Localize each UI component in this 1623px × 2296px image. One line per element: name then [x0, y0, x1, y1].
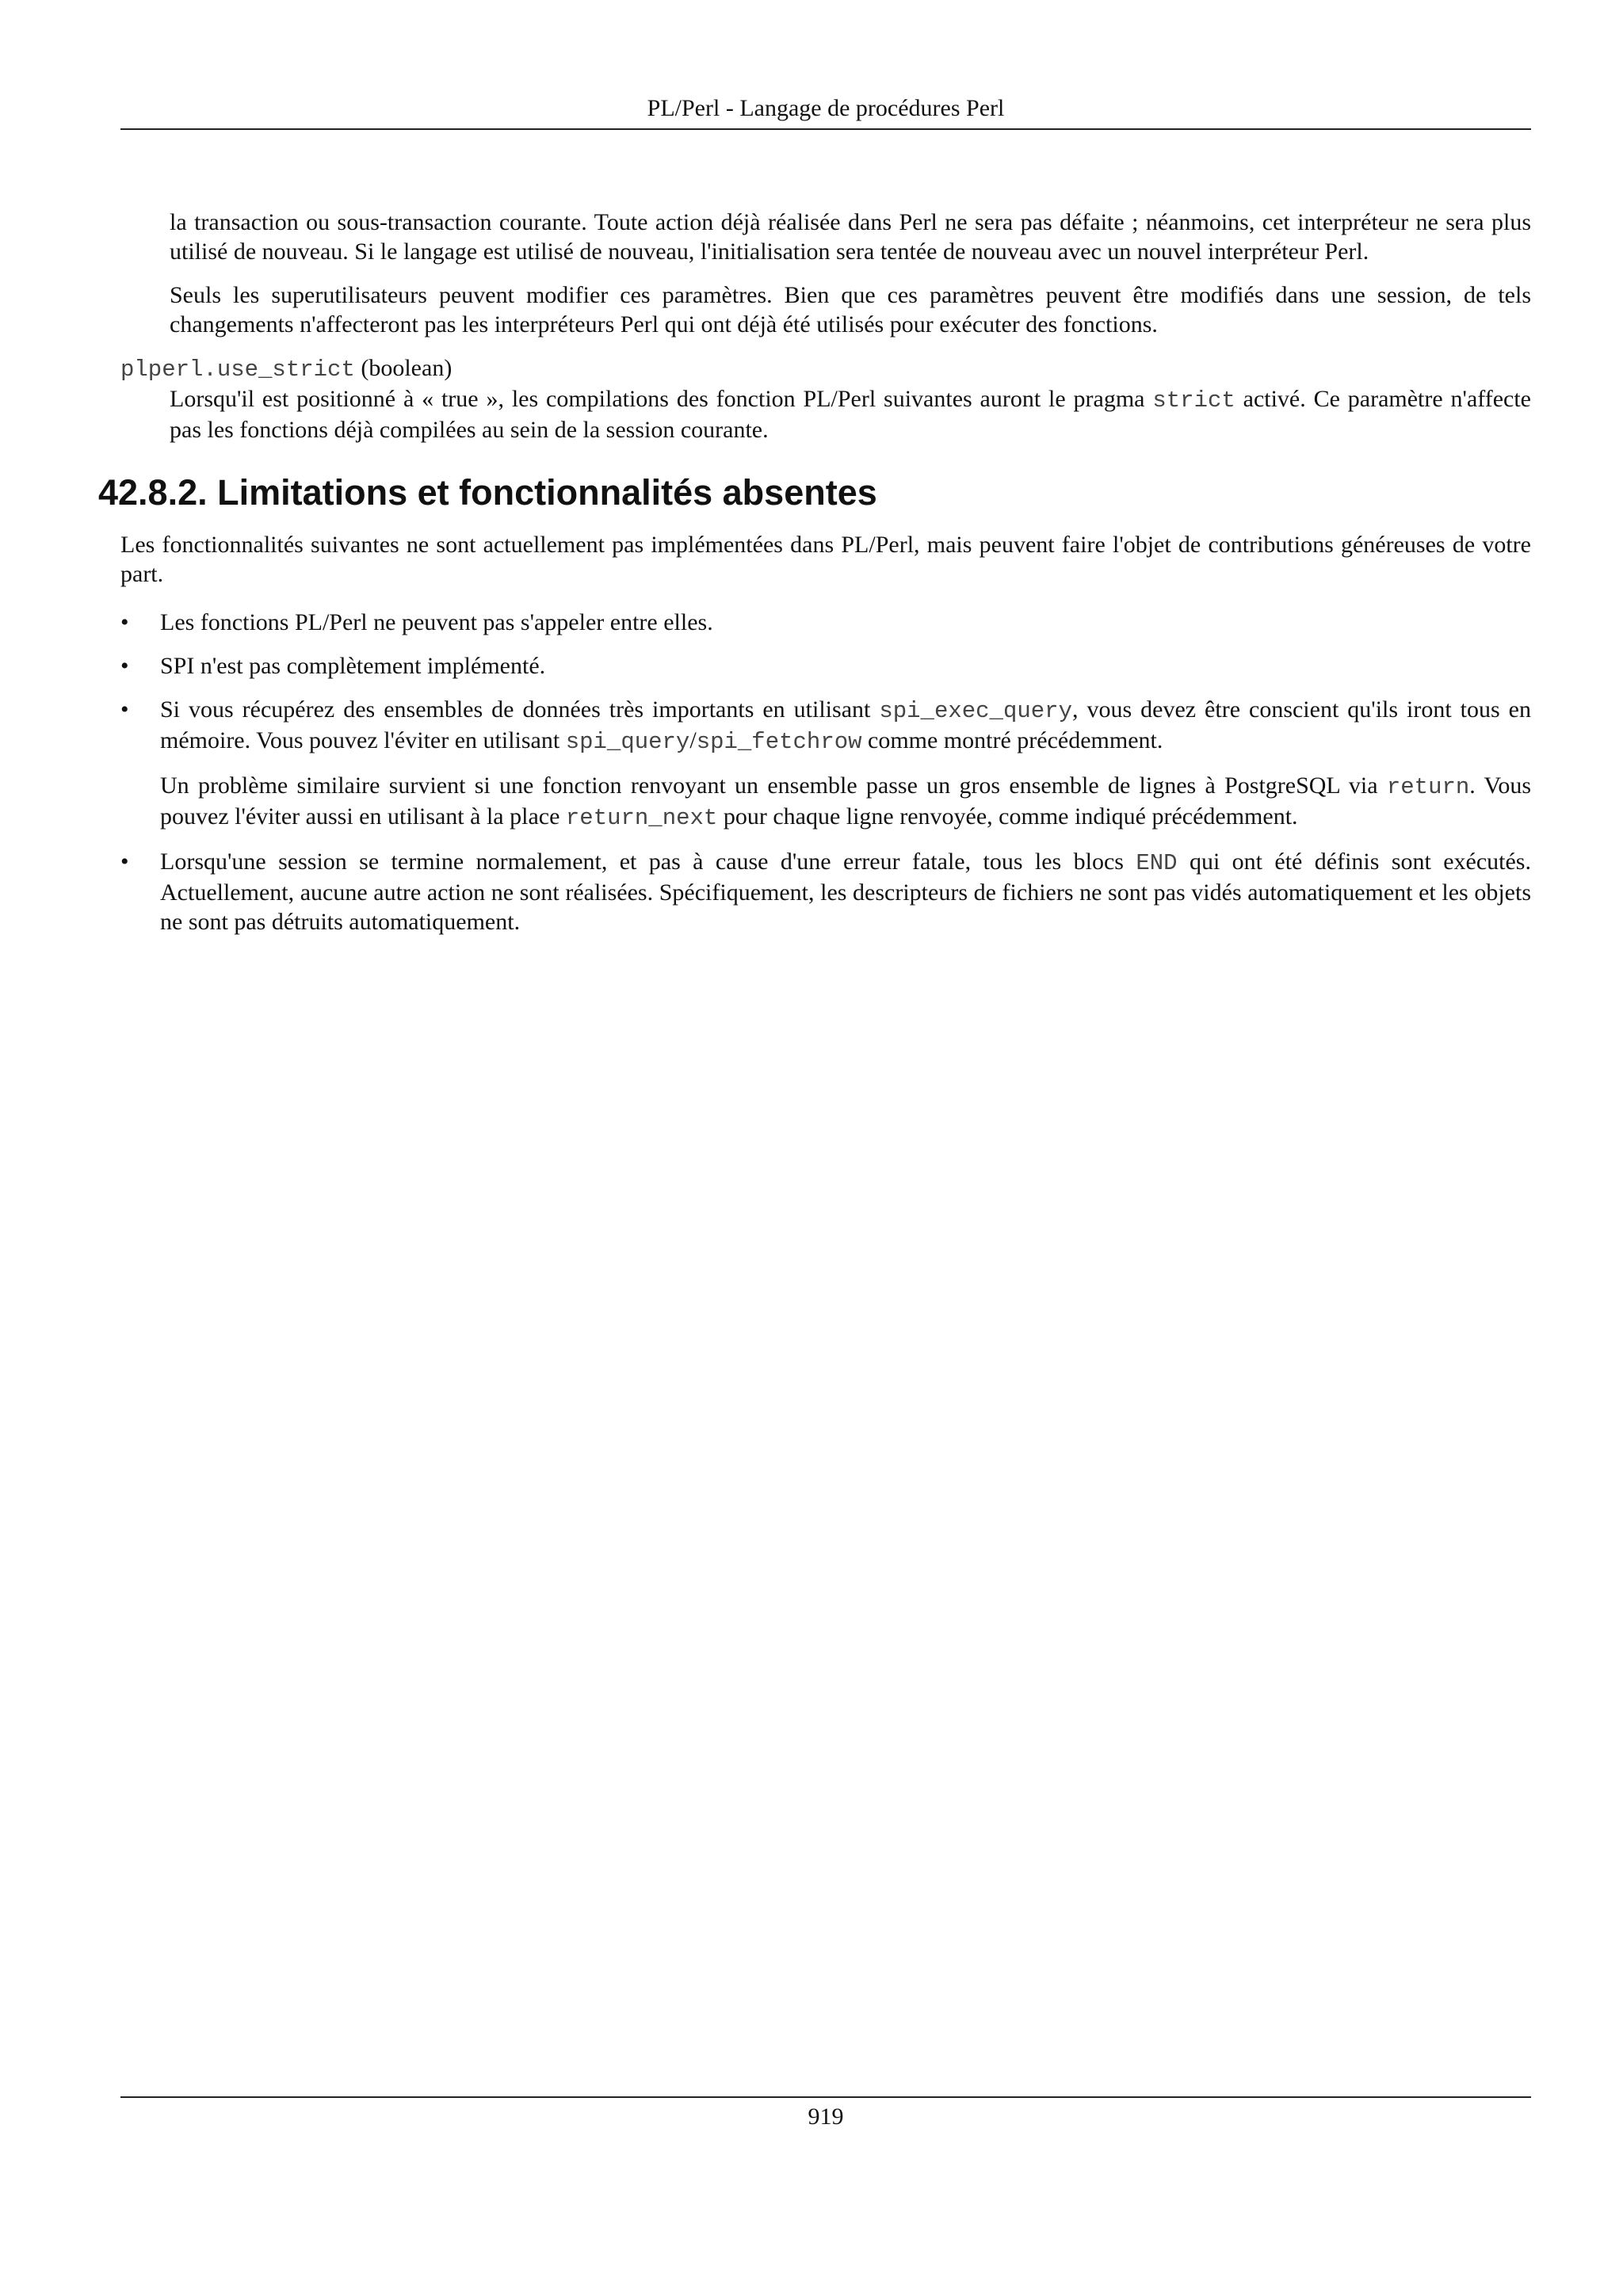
text-after: pour chaque ligne renvoyée, comme indiqué précédemment.: [717, 803, 1298, 830]
limitations-list: [120, 608, 1531, 936]
list-item: [120, 847, 1531, 936]
header-title: PL/Perl - Langage de procédures Perl: [647, 95, 1005, 121]
slash-separator: /: [689, 727, 697, 753]
end-code: END: [1136, 850, 1178, 876]
section-title: 42.8.2. Limitations et fonctionnalités absentes: [98, 472, 877, 513]
text-after: comme montré précédemment.: [861, 727, 1163, 753]
spi-fetchrow-code: spi_fetchrow: [696, 729, 862, 755]
list-item-paragraph: [160, 847, 1531, 936]
text-middle: . Vous pouvez l'éviter aussi en utilisant à la place: [160, 772, 1531, 830]
list-item: [120, 651, 1531, 681]
return-code: return: [1386, 774, 1470, 800]
paragraph-transaction: la transaction ou sous-transaction courante. Toute action déjà réalisée dans Perl ne sera pas défaite ; néanmoins, cet interpréteur ne sera plus utilisé de nouveau. Si le langage est utilisé de nouveau, l'initialisation sera tentée de nouveau avec un nouvel interpréteur Perl.: [170, 209, 1531, 265]
term-code: plperl.use_strict: [120, 357, 355, 383]
term-description-text-after: activé. Ce paramètre n'affecte pas les fonctions déjà compilées au sein de la session courante.: [170, 386, 1531, 443]
return-next-code: return_next: [565, 805, 718, 831]
bullet-icon: •: [120, 696, 129, 723]
text-before: Lorsqu'une session se termine normalement, et pas à cause d'une erreur fatale, tous les blocs: [160, 849, 1136, 875]
spi-query-code: spi_query: [565, 729, 690, 755]
spi-exec-query-code: spi_exec_query: [879, 698, 1072, 724]
text-middle: , vous devez être conscient qu'ils iront tous en mémoire. Vous pouvez l'éviter en utilisant: [160, 696, 1531, 753]
term-type: (boolean): [354, 355, 453, 381]
list-item: [120, 695, 1531, 833]
text-before: Un problème similaire survient si une fonction renvoyant un ensemble passe un gros ensemble de lignes à PostgreSQL via: [160, 772, 1387, 799]
page-number: 919: [808, 2103, 844, 2130]
bullet-icon: •: [120, 609, 129, 635]
list-item-text: Les fonctions PL/Perl ne peuvent pas s'appeler entre elles.: [160, 609, 713, 635]
page-content: [98, 208, 1531, 951]
list-item-second-paragraph: [160, 771, 1531, 833]
text-after: qui ont été définis sont exécutés. Actuellement, aucune autre action ne sont réalisées. Spécifiquement, les descripteurs de fichiers ne sont pas vidés automatiquement et les objets ne sont pas détruits automatiquement.: [160, 849, 1531, 935]
list-item-text: SPI n'est pas complètement implémenté.: [160, 653, 546, 679]
page-header: [120, 89, 1531, 130]
list-item-paragraph: [160, 695, 1531, 757]
text-before: Si vous récupérez des ensembles de données très importants en utilisant: [160, 696, 880, 723]
term-description: [170, 384, 1531, 444]
paragraph-superuser-settings: Seuls les superutilisateurs peuvent modifier ces paramètres. Bien que ces paramètres peuvent être modifiés dans une session, de tels changements n'affecteront pas les interpréteurs Perl qui ont déjà été utilisés pour exécuter des fonctions.: [170, 282, 1531, 338]
strict-code: strict: [1152, 387, 1235, 414]
list-item: [120, 608, 1531, 637]
section-intro: Les fonctionnalités suivantes ne sont actuellement pas implémentées dans PL/Perl, mais peuvent faire l'objet de contributions généreuses de votre part.: [120, 532, 1531, 587]
term-plperl-use-strict: [120, 353, 1531, 384]
bullet-icon: •: [120, 849, 129, 875]
page-footer: [120, 2096, 1531, 2133]
term-description-text-before: Lorsqu'il est positionné à « true », les compilations des fonction PL/Perl suivantes auront le pragma: [170, 386, 1153, 412]
bullet-icon: •: [120, 653, 129, 679]
